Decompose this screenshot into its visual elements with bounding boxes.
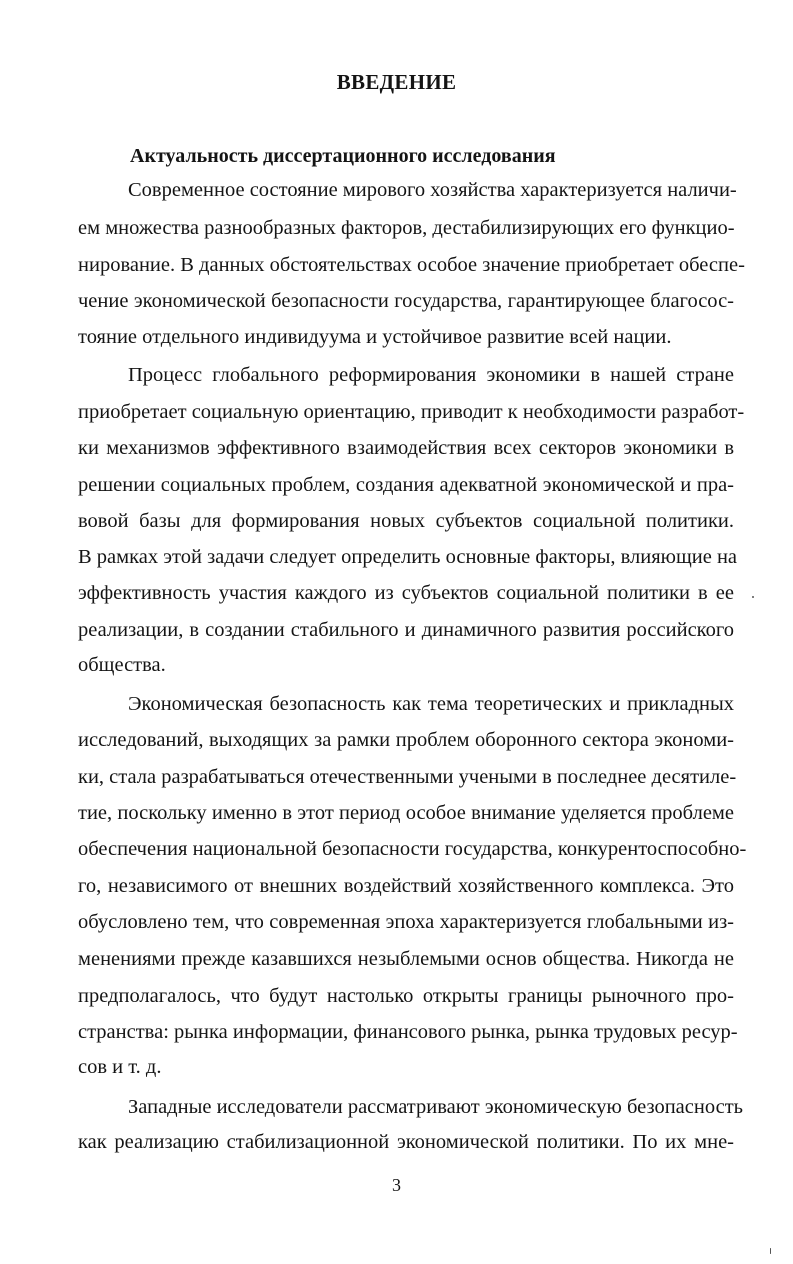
text-line: Западные исследователи рассматривают экономическую безопасность xyxy=(128,1096,744,1118)
text-line: Современное состояние мирового хозяйства характеризуется наличи- xyxy=(128,179,737,201)
text-line: обусловлено тем, что современная эпоха характеризуется глобальными из- xyxy=(78,911,734,933)
text-line: исследований, выходящих за рамки проблем оборонного сектора экономи- xyxy=(78,729,734,751)
text-line: чение экономической безопасности государства, гарантирующее благосос- xyxy=(78,290,734,312)
scan-speck xyxy=(770,1248,771,1254)
text-line: обеспечения национальной безопасности государства, конкурентоспособно- xyxy=(78,838,747,860)
text-line: сов и т. д. xyxy=(78,1056,162,1078)
text-line: менениями прежде казавшихся незыблемыми основ общества. Никогда не xyxy=(78,948,734,970)
section-heading: Актуальность диссертационного исследования xyxy=(130,145,556,167)
text-line: го, независимого от внешних воздействий хозяйственного комплекса. Это xyxy=(78,875,734,897)
text-line: как реализацию стабилизационной экономической политики. По их мне- xyxy=(78,1131,734,1153)
text-line: вовой базы для формирования новых субъектов социальной политики. xyxy=(78,510,734,532)
text-line: решении социальных проблем, создания адекватной экономической и пра- xyxy=(78,474,734,496)
text-line: В рамках этой задачи следует определить основные факторы, влияющие на xyxy=(78,546,738,568)
text-line: общества. xyxy=(78,654,166,676)
text-line: реализации, в создании стабильного и динамичного развития российского xyxy=(78,619,734,641)
page-number: 3 xyxy=(392,1175,401,1195)
text-line: Экономическая безопасность как тема теоретических и прикладных xyxy=(128,693,734,715)
text-line: ем множества разнообразных факторов, дестабилизирующих его функцио- xyxy=(78,217,735,239)
scan-speck xyxy=(752,596,754,598)
page-title: ВВЕДЕНИЕ xyxy=(336,70,457,94)
text-line: тие, поскольку именно в этот период особое внимание уделяется проблеме xyxy=(78,802,734,824)
text-line: ки, стала разрабатываться отечественными учеными в последнее десятиле- xyxy=(78,766,737,788)
text-line: нирование. В данных обстоятельствах особое значение приобретает обеспе- xyxy=(78,254,745,276)
text-line: странства: рынка информации, финансового рынка, рынка трудовых ресур- xyxy=(78,1021,738,1043)
text-line: приобретает социальную ориентацию, приводит к необходимости разработ- xyxy=(78,401,745,423)
text-line: ки механизмов эффективного взаимодействия всех секторов экономики в xyxy=(78,437,734,459)
text-line: эффективность участия каждого из субъектов социальной политики в ее xyxy=(78,582,734,604)
text-line: предполагалось, что будут настолько открыты границы рыночного про- xyxy=(78,985,734,1007)
text-line: тояние отдельного индивидуума и устойчивое развитие всей нации. xyxy=(78,326,672,348)
text-line: Процесс глобального реформирования экономики в нашей стране xyxy=(128,364,734,386)
